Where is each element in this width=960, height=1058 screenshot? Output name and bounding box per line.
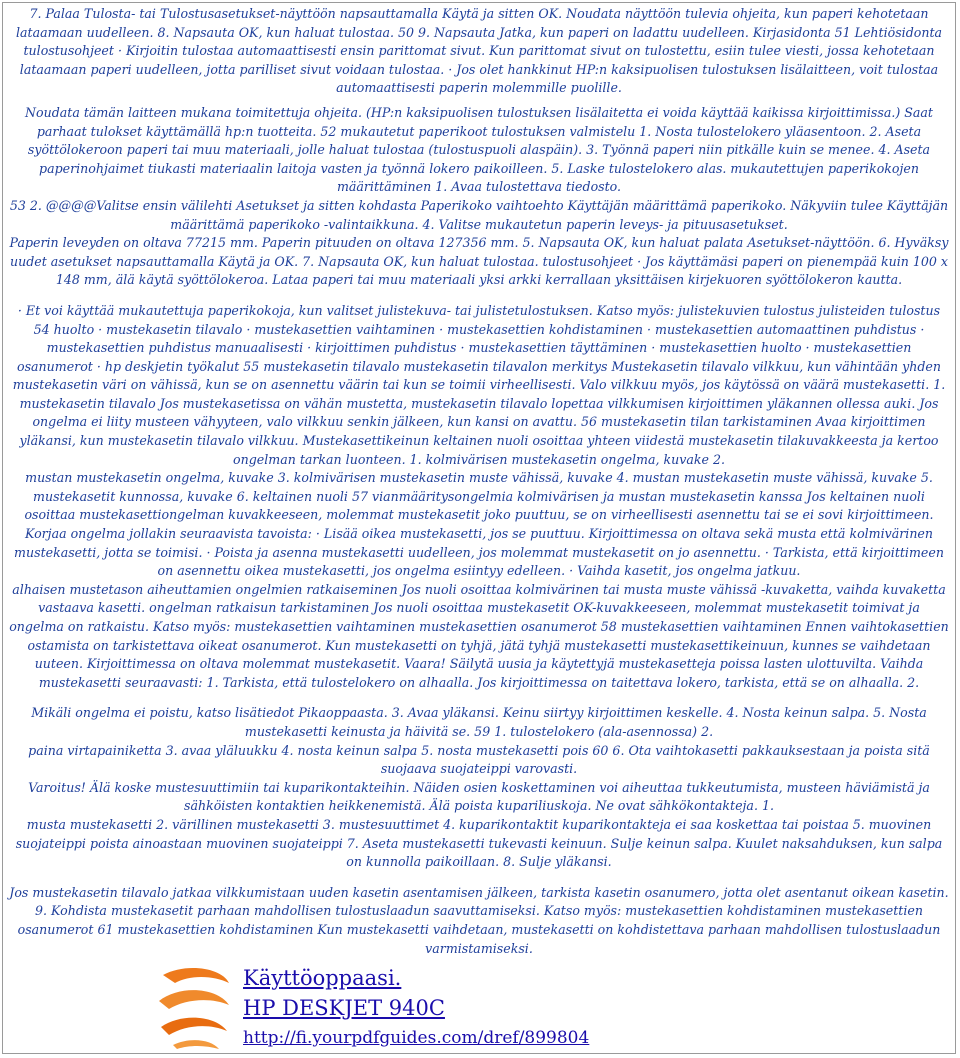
paragraph-9: Mikäli ongelma ei poistu, katso lisätiedot Pikaoppaasta. 3. Avaa yläkansi. Keinu siirtyy kirjoittimen keskelle. 4. Nosta keinun salpa. 5. Nosta mustekasetti keinusta ja häivitä se. 59 1. tulostelokero (ala-asennossa) 2. xyxy=(31,705,927,739)
document-page xyxy=(2,2,956,1054)
paragraph-12: musta mustekasetti 2. värillinen mustekasetti 3. mustesuuttimet 4. kuparikontaktit kuparikontakteja ei saa koskettaa tai poistaa 5. muovinen suojateippi poista ainoastaan muovinen suojateippi 7. Aseta mustekasetti tukevasti keinuun. Sulje keinun salpa. Kuulet naksahduksen, kun salpa on kunnolla paikoillaan. 8. Sulje yläkansi. xyxy=(15,816,943,870)
spacer xyxy=(9,872,949,884)
paragraph-7: Korjaa ongelma jollakin seuraavista tavoista: · Lisää oikea mustekasetti, jos se puuttuu. Kirjoittimessa on oltava sekä musta että kolmivärinen mustekasetti, jotta se toimisi. · Poista ja asenna mustekasetti uudelleen, jos molemmat mustekasetit on jo asennettu. · Tarkista, että kirjoittimeen on asennettu oikea mustekasetti, jos ongelma esiintyy edelleen. · Vaihda kasetit, jos ongelma jatkuu. xyxy=(14,526,944,579)
paragraph-4: Paperin leveyden on oltava 77215 mm. Paperin pituuden on oltava 127356 mm. 5. Napsauta OK, kun haluat palata Asetukset-näyttöön. 6. Hyväksy uudet asetukset napsauttamalla Käytä ja OK. 7. Napsauta OK, kun haluat tulostaa. tulostusohjeet · Jos käyttämäsi paperi on pienempää kuin 100 x 148 mm, älä käytä syöttölokeroa. Lataa paperi tai muu materiaali yksi arkki kerrallaan yksittäisen kirjekuoren syöttölokeron kautta. xyxy=(9,235,949,288)
paragraph-2: Noudata tämän laitteen mukana toimitettuja ohjeita. (HP:n kaksipuolisen tulostuksen lisälaitetta ei voida käyttää kaikissa kirjoittimissa.) Saat parhaat tulokset käyttämällä hp:n tuotteita. 52 mukautetut paperikoot tulostuksen valmistelu 1. Nosta tulostelokero yläasentoon. 2. Aseta syöttölokeroon paperi tai muu materiaali, jolle haluat tulostaa (tulostuspuoli alaspäin). 3. Työnnä paperi niin pitkälle kuin se menee. 4. Aseta paperinohjaimet tiukasti materiaalin laitoja vasten ja työnnä lokero paikoilleen. 5. Laske tulostelokero alas. mukautettujen paperikokojen määrittäminen 1. Avaa tulostettava tiedosto. xyxy=(25,104,933,195)
spacer xyxy=(9,692,949,704)
footer xyxy=(153,961,793,1053)
model-link[interactable]: HP DESKJET 940C xyxy=(243,996,445,1020)
document-body xyxy=(3,3,955,958)
manual-link[interactable]: Käyttöoppaasi. xyxy=(243,966,402,990)
paragraph-11: Varoitus! Älä koske mustesuuttimiin tai kuparikontakteihin. Näiden osien koskettaminen voi aiheuttaa tukkeutumista, musteen häviämistä ja sähköisten kontaktien heikkenemistä. Älä poista kupariliuskoja. Ne ovat sähkökontakteja. 1. xyxy=(28,779,930,814)
footer-links xyxy=(243,963,589,1053)
paragraph-1: 7. Palaa Tulosta- tai Tulostusasetukset-näyttöön napsauttamalla Käytä ja sitten OK. Noudata näyttöön tulevia ohjeita, kun paperi kehotetaan lataamaan uudelleen. 8. Napsauta OK, kun haluat tulostaa. 50 9. Napsauta Jatka, kun paperi on ladattu uudelleen. Kirjasidonta 51 Lehtiösidonta tulostusohjeet · Kirjoitin tulostaa automaattisesti ensin parittomat sivut. Kun parittomat sivut on tulostettu, esiin tulee viesti, jossa kehotetaan lataamaan paperi uudelleen, jotta parilliset sivut voidaan tulostaa. · Jos olet hankkinut HP:n kaksipuolisen tulostuksen lisälaitteen, voit tulostaa automaattisesti paperin molemmille puolille. xyxy=(15,6,943,96)
paragraph-10: paina virtapainiketta 3. avaa yläluukku 4. nosta keinun salpa 5. nosta mustekasetti pois 60 6. Ota vaihtokasetti pakkauksestaan ja poista sitä suojaava suojateippi varovasti. xyxy=(28,742,930,777)
spacer xyxy=(9,290,949,302)
paragraph-3: 53 2. @@@@Valitse ensin välilehti Asetukset ja sitten kohdasta Paperikoko vaihtoehto Käyttäjän määrittämä paperikoko. Näkyviin tulee Käyttäjän määrittämä paperikoko -valintaikkuna. 4. Valitse mukautetun paperin leveys- ja pituusasetukset. xyxy=(9,197,949,232)
orange-swoosh-logo-icon xyxy=(155,961,235,1051)
url-link[interactable]: http://fi.yourpdfguides.com/dref/899804 xyxy=(243,1028,590,1048)
paragraph-6: mustan mustekasetin ongelma, kuvake 3. kolmivärisen mustekasetin muste vähissä, kuvake 4. mustan mustekasetin muste vähissä, kuvake 5. mustekasetit kunnossa, kuvake 6. keltainen nuoli 57 vianmääritysongelmia kolmivärisen ja mustan mustekasetin kanssa Jos keltainen nuoli osoittaa mustekasettiongelman kuvakkeeseen, molemmat mustekasetit joko puuttuu, se on virheellisesti asennettu tai se ei sovi kirjoittimeen. xyxy=(24,470,934,523)
paragraph-8: alhaisen mustetason aiheuttamien ongelmien ratkaiseminen Jos nuoli osoittaa kolmivärinen tai musta muste vähissä -kuvaketta, vaihda kuvaketta vastaava kasetti. ongelman ratkaisun tarkistaminen Jos nuoli osoittaa mustekasetit OK-kuvakkeeseen, molemmat mustekasetit toimivat ja ongelma on ratkaistu. Katso myös: mustekasettien vaihtaminen mustekasettien osanumerot 58 mustekasettien vaihtaminen Ennen vaihtokasettien ostamista on tarkistettava oikeat osanumerot. Kun mustekasetti on tyhjä, jätä tyhjä mustekasetti mustekasettikeinuun, kunnes se vaihdetaan uuteen. Kirjoittimessa on oltava molemmat mustekasetit. Vaara! Säilytä uusia ja käytettyjä mustekasetteja poissa lasten ulottuvilta. Vaihda mustekasetti seuraavasti: 1. Tarkista, että tulostelokero on alhaalla. Jos kirjoittimessa on taitettava lokero, tarkista, että se on alhaalla. 2. xyxy=(9,581,949,690)
paragraph-5: · Et voi käyttää mukautettuja paperikokoja, kun valitset julistekuva- tai julistetulostuksen. Katso myös: julistekuvien tulostus julisteiden tulostus 54 huolto · mustekasetin tilavalo · mustekasettien vaihtaminen · mustekasettien kohdistaminen · mustekasettien automaattinen puhdistus · mustekasettien puhdistus manuaalisesti · kirjoittimen puhdistus · mustekasettien täyttäminen · mustekasettien huolto · mustekasettien osanumerot · hp deskjetin työkalut 55 mustekasetin tilavalo mustekasetin tilavalon merkitys Mustekasetin tilavalo vilkkuu, kun vähintään yhden mustekasetin väri on vähissä, kun se on asennettu väärin tai kun se toimii virheellisesti. Valo vilkkuu myös, jos käytössä on väärä mustekasetti. 1. mustekasetin tilavalo Jos mustekasetissa on vähän mustetta, mustekasetin tilavalo lopettaa vilkkumisen kirjoittimen yläkannen ollessa auki. Jos ongelma ei liity musteen vähyyteen, valo vilkkuu senkin jälkeen, kun kansi on avattu. 56 mustekasetin tilan tarkistaminen Avaa kirjoittimen yläkansi, kun mustekasetin tilavalo vilkkuu. Mustekasettikeinun keltainen nuoli osoittaa yhteen viidestä mustekasetin tilakuvakkeesta ja kertoo ongelman tarkan luonteen. 1. kolmivärisen mustekasetin ongelma, kuvake 2. xyxy=(12,302,946,467)
paragraph-13: Jos mustekasetin tilavalo jatkaa vilkkumistaan uuden kasetin asentamisen jälkeen, tarkista kasetin osanumero, jotta olet asentanut oikean kasetin. 9. Kohdista mustekasetit parhaan mahdollisen tulostuslaadun saavuttamiseksi. Katso myös: mustekasettien kohdistaminen mustekasettien osanumerot 61 mustekasettien kohdistaminen Kun mustekasetti vaihdetaan, mustekasetti on kohdistettava parhaan mahdollisen tulostuslaadun varmistamiseksi. xyxy=(9,884,949,956)
